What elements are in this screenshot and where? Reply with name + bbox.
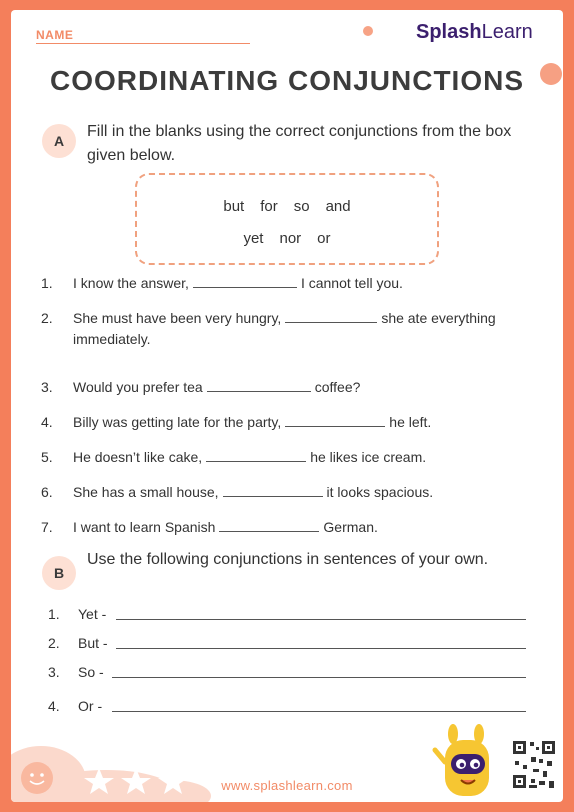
answer-blank[interactable] <box>219 517 319 532</box>
sentence-answer-line[interactable] <box>116 648 526 649</box>
word-or: or <box>317 230 331 247</box>
item-label: Or - <box>78 698 103 714</box>
page-title: COORDINATING CONJUNCTIONS <box>49 65 525 96</box>
word-for: for <box>260 198 278 215</box>
word-box-row-1 <box>137 198 437 215</box>
answer-blank[interactable] <box>193 273 297 288</box>
decorative-dot <box>363 26 373 36</box>
question-number: 5. <box>41 449 53 465</box>
logo-bold-text: Splash <box>416 21 482 43</box>
question-number: 3. <box>41 379 53 395</box>
question-text-before: She has a small house, <box>73 484 219 500</box>
question-text-after: he left. <box>389 414 432 430</box>
answer-blank[interactable] <box>207 377 311 392</box>
word-so: so <box>293 198 310 215</box>
sentence-item-4 <box>48 698 528 718</box>
section-b-badge: B <box>42 556 76 590</box>
conjunction-word-box <box>135 173 439 265</box>
item-number: 2. <box>48 635 60 651</box>
item-number: 1. <box>48 606 60 622</box>
question-text-before: She must have been very hungry, <box>73 310 282 326</box>
question-number: 2. <box>41 310 53 326</box>
name-label: NAME <box>36 28 74 42</box>
mascot-character-icon <box>431 722 511 802</box>
footer-url: www.splashlearn.com <box>221 778 353 793</box>
splashlearn-logo <box>416 21 533 44</box>
item-number: 4. <box>48 698 60 714</box>
word-but: but <box>223 198 245 215</box>
word-box-row-2 <box>137 230 437 247</box>
answer-blank[interactable] <box>223 482 323 497</box>
question-number: 1. <box>41 275 53 291</box>
sentence-item-1 <box>48 606 528 626</box>
question-text-after: it looks spacious. <box>326 484 434 500</box>
question-text-after: I cannot tell you. <box>300 275 403 291</box>
item-label: So - <box>78 664 104 680</box>
sentence-answer-line[interactable] <box>112 677 526 678</box>
question-text-before: He doesn’t like cake, <box>73 449 203 465</box>
question-text-before: I want to learn Spanish <box>73 519 216 535</box>
sentence-item-3 <box>48 664 528 684</box>
question-number: 6. <box>41 484 53 500</box>
name-input-line[interactable] <box>36 43 250 44</box>
item-label: But - <box>78 635 108 651</box>
worksheet-page <box>11 10 563 802</box>
item-number: 3. <box>48 664 60 680</box>
word-nor: nor <box>279 230 302 247</box>
answer-blank[interactable] <box>285 412 385 427</box>
question-text-after: coffee? <box>314 379 361 395</box>
qr-code-icon[interactable] <box>509 737 559 793</box>
question-text-after: she ate everything immediately. <box>73 310 496 347</box>
question-number: 4. <box>41 414 53 430</box>
word-yet: yet <box>243 230 264 247</box>
question-text-before: Billy was getting late for the party, <box>73 414 282 430</box>
sentence-answer-line[interactable] <box>116 619 526 620</box>
item-label: Yet - <box>78 606 107 622</box>
word-and: and <box>325 198 351 215</box>
section-a-badge: A <box>42 124 76 158</box>
question-text-before: I know the answer, <box>73 275 189 291</box>
sentence-item-2 <box>48 635 528 655</box>
section-a-instruction: Fill in the blanks using the correct conjunctions from the box given below. <box>87 123 512 164</box>
question-number: 7. <box>41 519 53 535</box>
answer-blank[interactable] <box>206 447 306 462</box>
answer-blank[interactable] <box>285 308 377 323</box>
sentence-answer-line[interactable] <box>112 711 526 712</box>
question-text-after: German. <box>323 519 378 535</box>
question-text-after: he likes ice cream. <box>310 449 427 465</box>
logo-regular-text: Learn <box>481 21 533 43</box>
section-b-instruction: Use the following conjunctions in sentences of your own. <box>87 551 489 568</box>
question-text-before: Would you prefer tea <box>73 379 203 395</box>
